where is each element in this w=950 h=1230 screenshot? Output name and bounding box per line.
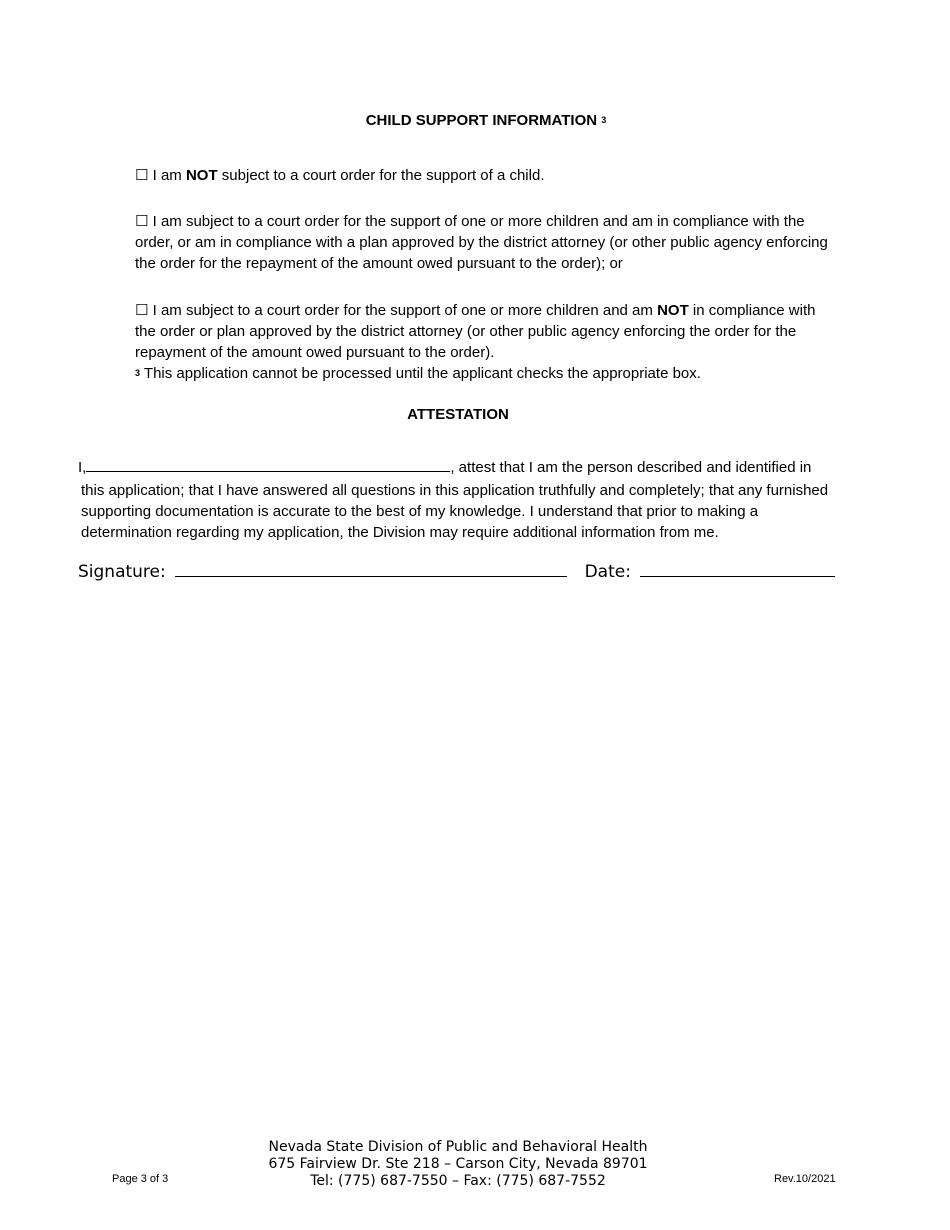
option-not-in-compliance-text-post: in compliance with the order or plan approved by the district attorney (or other public agency enforcing the order for the repayment of the amount owed pursuant to the order). bbox=[135, 302, 816, 361]
attestation-line1-suffix: , attest that I am the person described and identified in bbox=[450, 459, 812, 476]
org-address: 675 Fairview Dr. Ste 218 – Carson City, Nevada 89701 bbox=[268, 1156, 648, 1172]
footnote-text: This application cannot be processed until the applicant checks the appropriate box. bbox=[140, 365, 701, 382]
date-line[interactable] bbox=[640, 562, 835, 577]
child-support-title: CHILD SUPPORT INFORMATION bbox=[365, 112, 598, 129]
title-footnote-mark: 3 bbox=[601, 115, 607, 125]
signature-row bbox=[78, 562, 838, 582]
option-not-subject-text-bold: NOT bbox=[185, 167, 218, 184]
attestation-prefix: I, bbox=[78, 459, 87, 476]
option-not-in-compliance-text-pre: I am subject to a court order for the support of one or more children and am bbox=[152, 302, 658, 319]
attestation-body: this application; that I have answered all questions in this application truthfully and completely; that any furnished supporting documentation is accurate to the best of my knowledge. I understand that prior to making a determination regarding my application, the Division may require additional information from me. bbox=[81, 482, 829, 541]
footer-address-block bbox=[208, 1139, 708, 1190]
name-blank-line[interactable] bbox=[86, 457, 450, 472]
footnote bbox=[135, 363, 835, 386]
attestation-first-line bbox=[78, 457, 858, 478]
option-in-compliance-checkbox[interactable]: ☐ bbox=[135, 212, 149, 230]
attestation-heading: ATTESTATION bbox=[407, 406, 509, 423]
option-not-in-compliance bbox=[135, 300, 835, 363]
org-phone-fax: Tel: (775) 687-7550 – Fax: (775) 687-7552 bbox=[310, 1173, 606, 1189]
signature-label: Signature: bbox=[78, 562, 166, 582]
option-in-compliance-text: I am subject to a court order for the support of one or more children and am in compliance with the order, or am in compliance with a plan approved by the district attorney (or other public agency enforcing the order for the repayment of the amount owed pursuant to the order); or bbox=[135, 213, 828, 272]
option-not-in-compliance-text-bold: NOT bbox=[657, 302, 689, 319]
page-number: Page 3 of 3 bbox=[112, 1173, 169, 1185]
option-not-subject-text-post: subject to a court order for the support of a child. bbox=[217, 167, 545, 184]
org-name: Nevada State Division of Public and Behavioral Health bbox=[268, 1139, 648, 1155]
option-in-compliance bbox=[135, 211, 835, 274]
child-support-heading bbox=[0, 112, 950, 129]
option-not-in-compliance-checkbox[interactable]: ☐ bbox=[135, 301, 149, 319]
signature-line[interactable] bbox=[175, 562, 567, 577]
option-not-subject-checkbox[interactable]: ☐ bbox=[135, 166, 149, 184]
footnote-mark: 3 bbox=[135, 368, 141, 378]
option-not-subject bbox=[135, 165, 835, 186]
option-not-subject-text-pre: I am bbox=[152, 167, 186, 184]
date-label: Date: bbox=[584, 562, 631, 582]
revision-date: Rev.10/2021 bbox=[774, 1173, 836, 1185]
